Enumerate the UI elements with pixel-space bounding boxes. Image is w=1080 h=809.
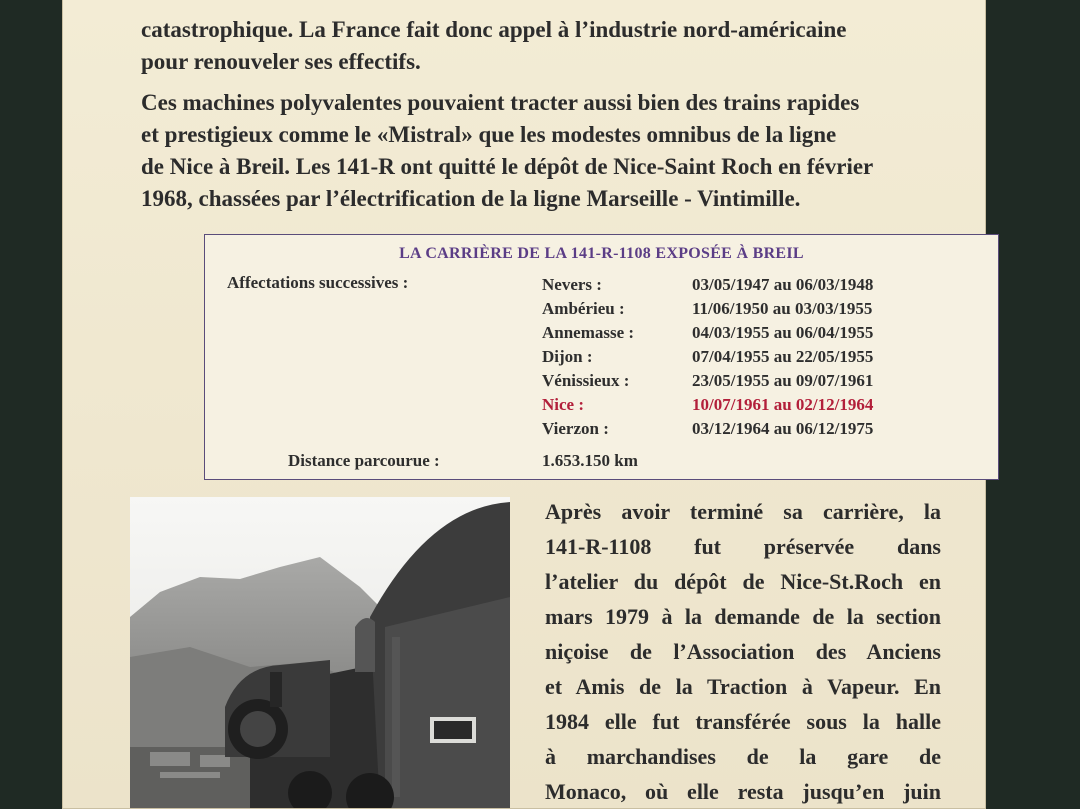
career-dates: 07/04/1955 au 22/05/1955 <box>692 347 874 366</box>
career-row <box>205 299 998 323</box>
career-row-highlight <box>205 395 998 419</box>
career-city: Nice : <box>542 395 585 414</box>
intro-line: Ces machines polyvalentes pouvaient tracter aussi bien des trains rapides <box>141 90 860 115</box>
after-career-text <box>545 494 941 809</box>
career-city: Vierzon : <box>542 419 609 438</box>
career-dates: 11/06/1950 au 03/03/1955 <box>692 299 873 318</box>
affectations-label: Affectations successives : <box>227 273 409 292</box>
after-line: 141-R-1108 fut préservée dans <box>545 534 941 559</box>
after-line: mars 1979 à la demande de la section <box>545 604 941 629</box>
distance-value: 1.653.150 km <box>542 451 638 470</box>
career-row <box>205 419 998 443</box>
intro-line: de Nice à Breil. Les 141-R ont quitté le dépôt de Nice-Saint Roch en février <box>141 154 874 179</box>
career-dates: 10/07/1961 au 02/12/1964 <box>692 395 874 414</box>
after-line: niçoise de l’Association des Anciens <box>545 639 941 664</box>
career-city: Annemasse : <box>542 323 635 342</box>
career-row <box>205 323 998 347</box>
locomotive-illustration <box>130 497 510 808</box>
intro-line: pour renouveler ses effectifs. <box>141 49 421 74</box>
career-city: Nevers : <box>542 275 602 294</box>
locomotive-photo <box>130 497 510 808</box>
career-dates: 23/05/1955 au 09/07/1961 <box>692 371 874 390</box>
career-row <box>205 347 998 371</box>
intro-line: 1968, chassées par l’électrification de la ligne Marseille - Vintimille. <box>141 186 801 211</box>
career-dates: 03/05/1947 au 06/03/1948 <box>692 275 874 294</box>
distance-label: Distance parcourue : <box>288 451 440 470</box>
intro-text <box>141 14 901 215</box>
career-city: Dijon : <box>542 347 593 366</box>
after-line: l’atelier du dépôt de Nice-St.Roch en <box>545 569 941 594</box>
after-line: et Amis de la Traction à Vapeur. En <box>545 674 941 699</box>
career-dates: 03/12/1964 au 06/12/1975 <box>692 419 874 438</box>
intro-line: catastrophique. La France fait donc appel à l’industrie nord-américaine <box>141 17 847 42</box>
after-line: Monaco, où elle resta jusqu’en juin <box>545 779 941 804</box>
after-line: Après avoir terminé sa carrière, la <box>545 499 941 524</box>
after-line: à marchandises de la gare de <box>545 744 941 769</box>
career-table <box>204 234 999 480</box>
intro-line: et prestigieux comme le «Mistral» que les modestes omnibus de la ligne <box>141 122 837 147</box>
career-row <box>205 275 998 299</box>
career-row <box>205 371 998 395</box>
after-line: 1984 elle fut transférée sous la halle <box>545 709 941 734</box>
career-dates: 04/03/1955 au 06/04/1955 <box>692 323 874 342</box>
career-city: Vénissieux : <box>542 371 630 390</box>
career-city: Ambérieu : <box>542 299 625 318</box>
career-title: LA CARRIÈRE DE LA 141-R-1108 EXPOSÉE À BREIL <box>399 245 804 262</box>
